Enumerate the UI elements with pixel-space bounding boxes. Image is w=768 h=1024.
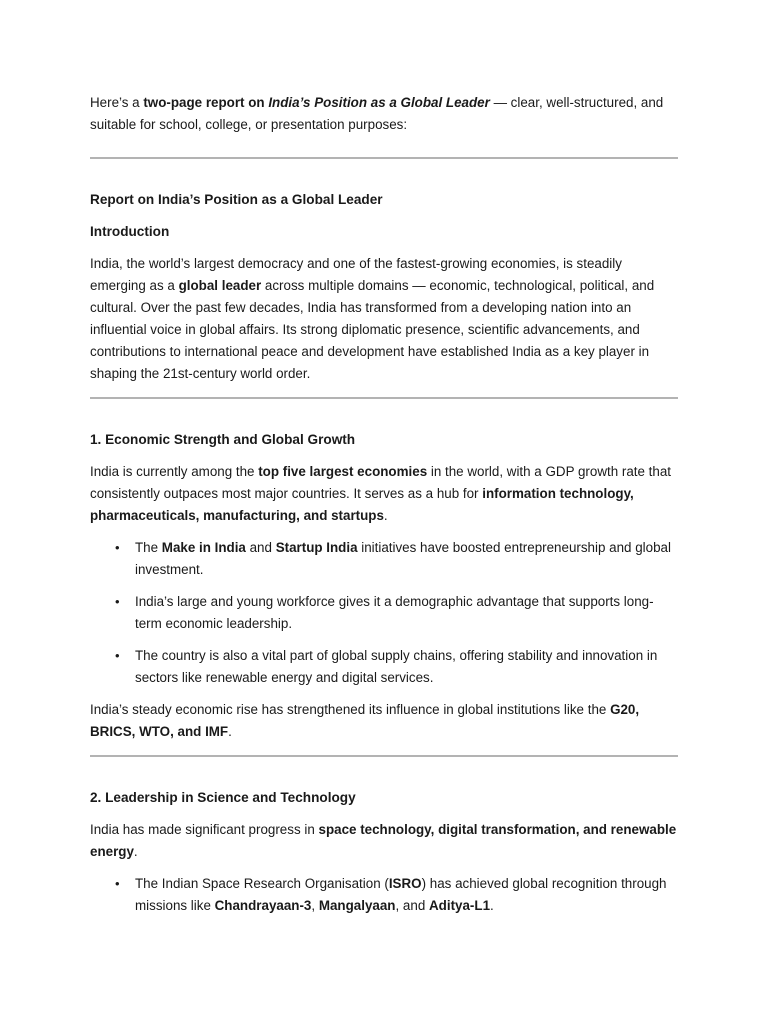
divider (90, 755, 678, 757)
section-2-heading: 2. Leadership in Science and Technology (90, 790, 356, 805)
divider (90, 397, 678, 399)
divider (90, 157, 678, 159)
section-1-bullet-list (90, 537, 678, 689)
section-1-closing-paragraph: India’s steady economic rise has strengthened its influence in global institutions like the G20, BRICS, WTO, and IMF. (90, 702, 640, 739)
section-2-bullet-list (90, 873, 678, 917)
list-item: • The country is also a vital part of global supply chains, offering stability and innovation in sectors like renewable energy and digital services. (90, 645, 678, 689)
bullet-icon: • (115, 648, 120, 663)
section-1-heading: 1. Economic Strength and Global Growth (90, 432, 356, 447)
introduction-paragraph: India, the world’s largest democracy and one of the fastest-growing economies, is steadily emerging as a global leader across multiple domains — economic, technological, political, and cultural. Over the past few decades, India has transformed from a developing nation into an influential voice in global affairs. Its strong diplomatic presence, scientific advancements, and contributions to international peace and development have established India as a key player in shaping the 21st-century world order. (90, 256, 655, 381)
list-item: • The Make in India and Startup India initiatives have boosted entrepreneurship and global investment. (90, 537, 678, 581)
intro-note: Here’s a two-page report on India’s Position as a Global Leader — clear, well-structured, and suitable for school, college, or presentation purposes: (90, 95, 664, 132)
list-item: • India’s large and young workforce gives it a demographic advantage that supports long-term economic leadership. (90, 591, 678, 635)
introduction-heading: Introduction (90, 224, 170, 239)
section-2-paragraph: India has made significant progress in space technology, digital transformation, and renewable energy. (90, 822, 677, 859)
list-item: • The Indian Space Research Organisation (ISRO) has achieved global recognition through missions like Chandrayaan-3, Mangalyaan, and Aditya-L1. (90, 873, 678, 917)
section-1-paragraph: India is currently among the top five largest economies in the world, with a GDP growth rate that consistently outpaces most major countries. It serves as a hub for information technology, pharmaceuticals, manufacturing, and startups. (90, 464, 672, 523)
report-title: Report on India’s Position as a Global Leader (90, 192, 383, 207)
bullet-icon: • (115, 876, 120, 891)
bullet-icon: • (115, 540, 120, 555)
bullet-icon: • (115, 594, 120, 609)
